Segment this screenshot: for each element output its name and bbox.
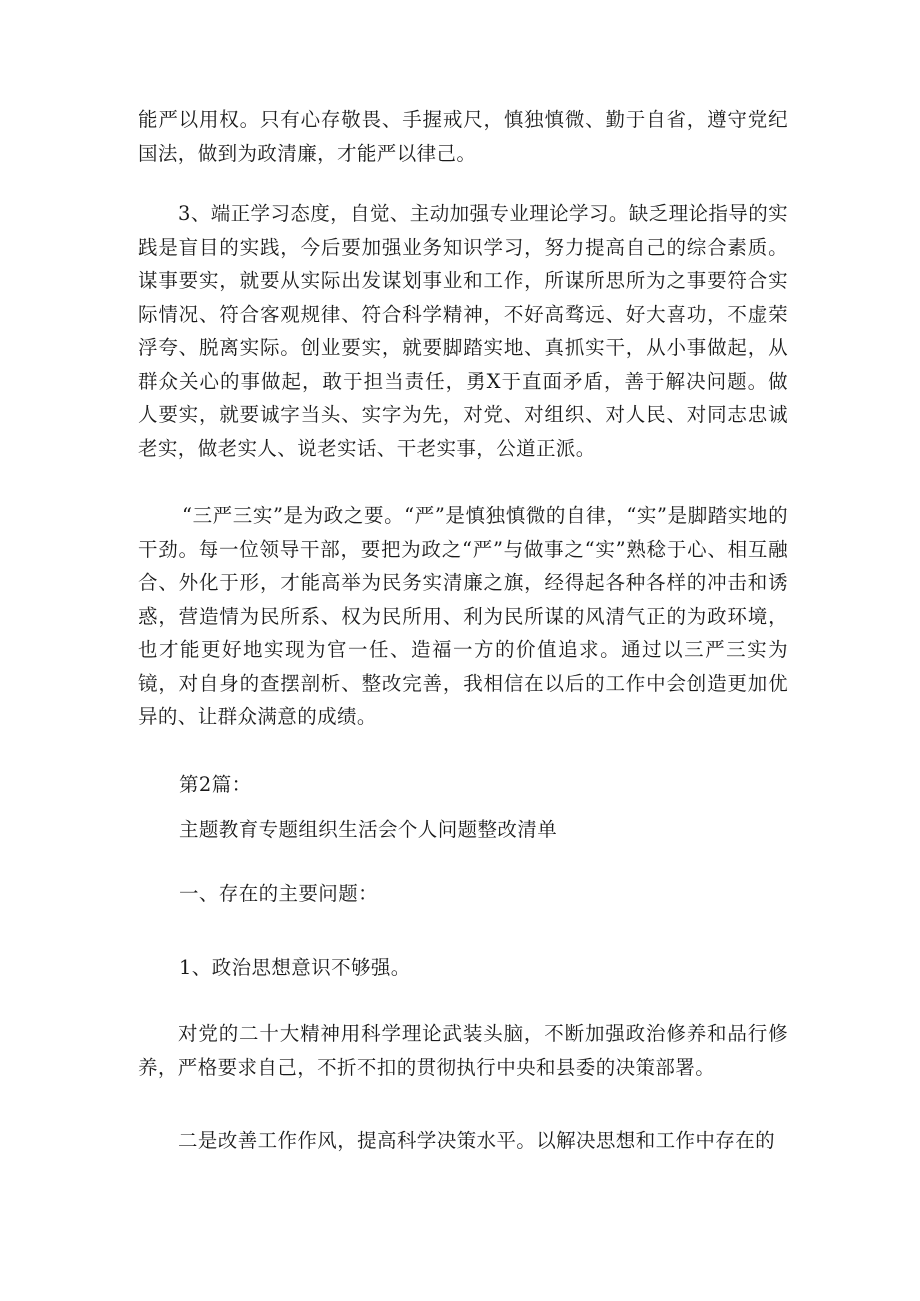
paragraph-party-spirit: 对党的二十大精神用科学理论武装头脑，不断加强政治修养和品行修养，严格要求自己，不折不扣的贯彻执行中央和县委的决策部署。 <box>138 1022 788 1079</box>
list-item-political-awareness: 1、政治思想意识不够强。 <box>179 956 411 979</box>
section-label: 第2篇： <box>179 773 252 796</box>
heading-main-problems: 一、存在的主要问题： <box>179 882 379 905</box>
paragraph-study-attitude: 3、端正学习态度，自觉、主动加强专业理论学习。缺乏理论指导的实践是盲目的实践，今后要加强业务知识学习，努力提高自己的综合素质。谋事要实，就要从实际出发谋划事业和工作，所谋所思所为之事要符合实际情况、符合客观规律、符合科学精神，不好高骛远、好大喜功，不虚荣浮夸、脱离实际。创业要实，就要脚踏实地、真抓实干，从小事做起，从群众关心的事做起，敢于担当责任，勇X于直面矛盾，善于解决问题。做人要实，就要诚字当头、实字为先，对党、对组织、对人民、对同志忠诚老实，做老实人、说老实话、干老实事，公道正派。 <box>138 202 788 460</box>
paragraph-work-style: 二是改善工作作风，提高科学决策水平。以解决思想和工作中存在的 <box>178 1129 776 1152</box>
section-title: 主题教育专题组织生活会个人问题整改清单 <box>179 818 558 841</box>
paragraph-self-discipline: 能严以用权。只有心存敬畏、手握戒尺，慎独慎微、勤于自省，遵守党纪国法，做到为政清廉，才能严以律己。 <box>138 108 788 165</box>
paragraph-three-stricts: “三严三实”是为政之要。“严”是慎独慎微的自律，“实”是脚踏实地的干劲。每一位领导干部，要把为政之“严”与做事之“实”熟稔于心、相互融合、外化于形，才能高举为民务实清廉之旗，经得起各种各样的冲击和诱惑，营造情为民所系、权为民所用、利为民所谋的风清气正的为政环境，也才能更好地实现为官一任、造福一方的价值追求。通过以三严三实为镜，对自身的查摆剖析、整改完善，我相信在以后的工作中会创造更加优异的、让群众满意的成绩。 <box>138 504 788 728</box>
